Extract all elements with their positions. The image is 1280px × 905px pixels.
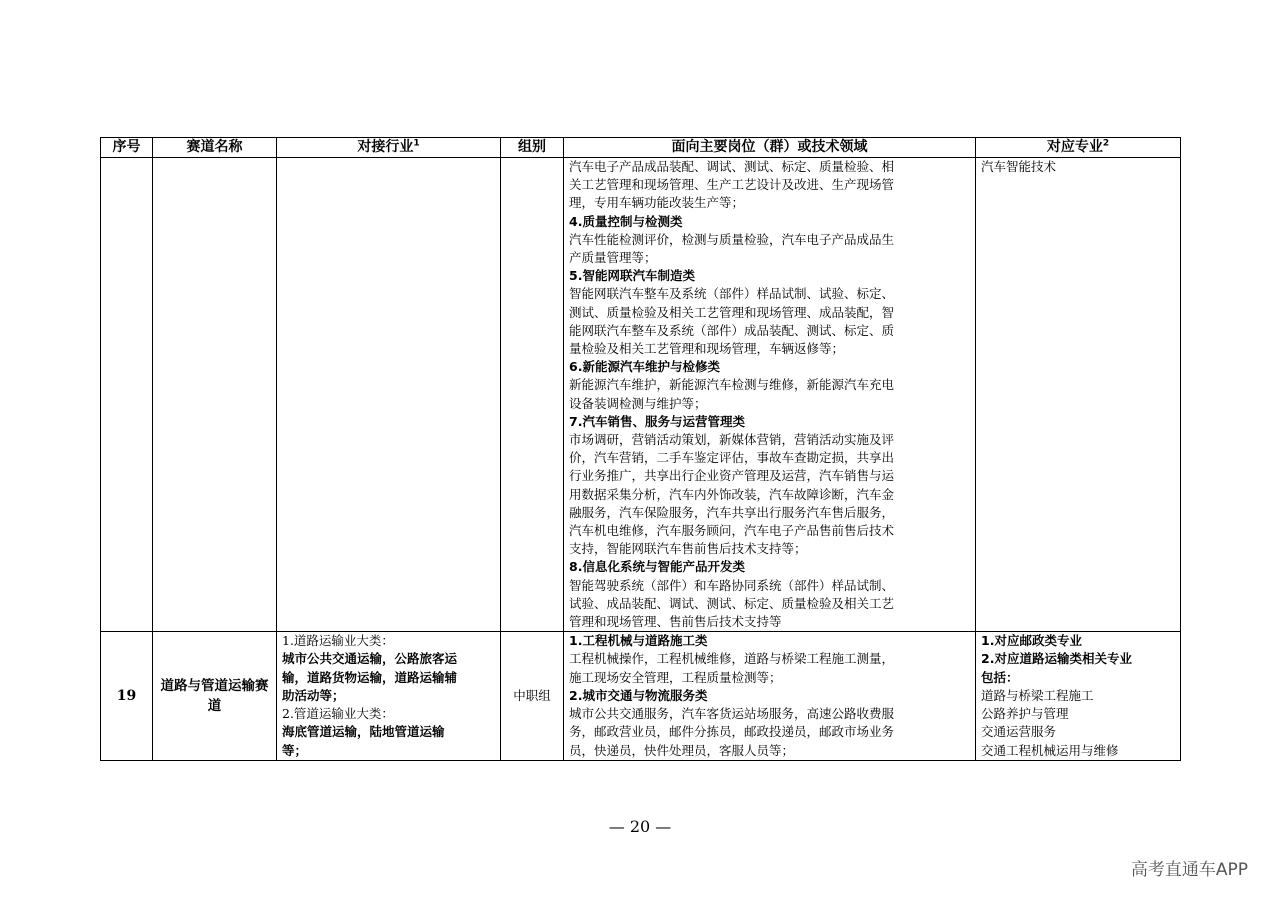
row1-positions-cell	[564, 158, 976, 632]
cell-text-line: 量检验及相关工艺管理和现场管理，车辆返修等；	[569, 341, 845, 357]
row1-number-cell	[101, 158, 153, 632]
cell-text-line: 支持，智能网联汽车售前售后技术支持等；	[569, 541, 807, 557]
row1-track-cell	[153, 158, 277, 632]
cell-text-line: 关工艺管理和现场管理、生产工艺设计及改进、生产现场管	[569, 177, 895, 193]
cell-text-line: 智能驾驶系统（部件）和车路协同系统（部件）样品试制、	[569, 577, 895, 593]
cell-text-line: 等；	[282, 742, 308, 758]
cell-text-line: 交通工程机械运用与维修	[981, 742, 1119, 758]
cell-text-line: 试验、成品装配、调试、测试、标定、质量检验及相关工艺	[569, 595, 895, 611]
cell-text-line: 汽车性能检测评价，检测与质量检验，汽车电子产品成品生	[569, 231, 895, 247]
header-industry-label: 对接行业	[357, 139, 414, 155]
cell-text-line: 智能网联汽车整车及系统（部件）样品试制、试验、标定、	[569, 286, 895, 302]
header-industry-footnote: 1	[413, 138, 420, 149]
cell-text-line: 测试、质量检验及相关工艺管理和现场管理、成品装配，智	[569, 304, 895, 320]
cell-text-line: 融服务，汽车保险服务，汽车共享出行服务汽车售后服务，	[569, 504, 895, 520]
cell-text-line: 新能源汽车维护，新能源汽车检测与维修，新能源汽车充电	[569, 377, 895, 393]
cell-text-line: 工程机械操作，工程机械维修，道路与桥梁工程施工测量，	[569, 651, 895, 667]
table-header-row	[101, 138, 1181, 158]
cell-text-line: 2.管道运输业大类：	[282, 706, 394, 722]
requirements-table	[100, 137, 1181, 761]
header-major	[976, 138, 1181, 158]
app-watermark: 高考直通车APP	[1130, 860, 1248, 880]
cell-text-line: 务，邮政营业员，邮件分拣员，邮政投递员，邮政市场业务	[569, 724, 895, 740]
table-row	[101, 632, 1181, 760]
cell-text-line: 2.城市交通与物流服务类	[569, 687, 708, 703]
cell-text-line: 城市公共交通运输，公路旅客运	[282, 651, 458, 667]
cell-text-line: 用数据采集分析，汽车内外饰改装，汽车故障诊断，汽车金	[569, 486, 895, 502]
row2-track-name-cell: 道路与管道运输赛道	[153, 632, 277, 760]
cell-text-line: 员，快递员，快件处理员，客服人员等；	[569, 742, 795, 758]
cell-text-line: 管理和现场管理、售前售后技术支持等	[569, 614, 782, 630]
row2-positions-cell	[564, 632, 976, 760]
cell-text-line: 行业务推广，共享出行企业资产管理及运营，汽车销售与运	[569, 468, 895, 484]
header-group: 组别	[501, 138, 564, 158]
cell-text-line: 设备装调检测与维护等；	[569, 395, 707, 411]
cell-text-line: 交通运营服务	[981, 724, 1057, 740]
cell-text-line: 海底管道运输，陆地管道运输	[282, 724, 445, 740]
cell-text-line: 1.工程机械与道路施工类	[569, 633, 708, 649]
row2-industry-cell	[277, 632, 501, 760]
cell-text-line: 产质量管理等；	[569, 250, 657, 266]
cell-text-line: 汽车智能技术	[981, 159, 1057, 174]
cell-text-line: 5.智能网联汽车制造类	[569, 268, 695, 284]
header-serial-number: 序号	[101, 138, 153, 158]
cell-text-line: 输，道路货物运输，道路运输辅	[282, 669, 458, 685]
cell-text-line: 4.质量控制与检测类	[569, 213, 683, 229]
row2-group-cell: 中职组	[501, 632, 564, 760]
cell-text-line: 汽车电子产品成品装配、调试、测试、标定、质量检验、相	[569, 159, 895, 174]
cell-text-line: 1.道路运输业大类：	[282, 633, 394, 649]
page-number: — 20 —	[608, 817, 672, 836]
row2-number-cell: 19	[101, 632, 153, 760]
cell-text-line: 汽车机电维修，汽车服务顾问，汽车电子产品售前售后技术	[569, 523, 895, 539]
row1-group-cell	[501, 158, 564, 632]
cell-text-line: 施工现场安全管理，工程质量检测等；	[569, 669, 782, 685]
cell-text-line: 7.汽车销售、服务与运营管理类	[569, 413, 745, 429]
row1-industry-cell	[277, 158, 501, 632]
row1-majors-cell	[976, 158, 1181, 632]
cell-text-line: 市场调研，营销活动策划，新媒体营销，营销活动实施及评	[569, 432, 895, 448]
cell-text-line: 1.对应邮政类专业	[981, 633, 1082, 649]
row2-majors-cell	[976, 632, 1181, 760]
cell-text-line: 2.对应道路运输类相关专业	[981, 651, 1132, 667]
cell-text-line: 价，汽车营销，二手车鉴定评估，事故车查勘定损，共享出	[569, 450, 895, 466]
table-row	[101, 158, 1181, 632]
header-industry	[277, 138, 501, 158]
header-positions: 面向主要岗位（群）或技术领域	[564, 138, 976, 158]
cell-text-line: 8.信息化系统与智能产品开发类	[569, 559, 745, 575]
cell-text-line: 助活动等；	[282, 687, 345, 703]
cell-text-line: 6.新能源汽车维护与检修类	[569, 359, 720, 375]
cell-text-line: 公路养护与管理	[981, 706, 1069, 722]
cell-text-line: 包括：	[981, 669, 1019, 685]
cell-text-line: 理，专用车辆功能改装生产等；	[569, 195, 745, 211]
header-major-footnote: 2	[1102, 138, 1110, 149]
cell-text-line: 道路与桥梁工程施工	[981, 687, 1094, 703]
header-major-label: 对应专业	[1046, 139, 1103, 155]
cell-text-line: 能网联汽车整车及系统（部件）成品装配、测试、标定、质	[569, 322, 895, 338]
header-track-name: 赛道名称	[153, 138, 277, 158]
cell-text-line: 城市公共交通服务，汽车客货运站场服务，高速公路收费服	[569, 706, 895, 722]
